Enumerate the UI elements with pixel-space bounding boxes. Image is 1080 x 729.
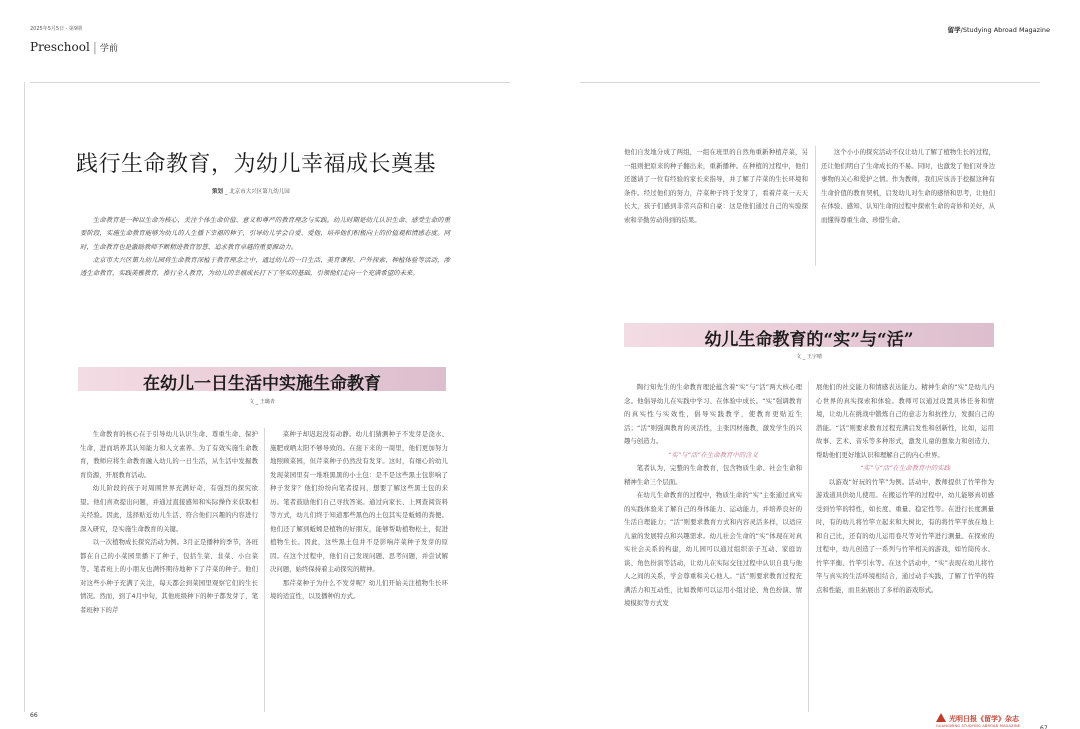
body-paragraph: 以游戏“好玩的竹竿”为例。活动中，教师提供了竹竿作为游戏道具供幼儿使用。在搬运竹竿的过程中，幼儿能够真切感受到竹竿的特性，如长度、重量、稳定性等。在进行长度测量时，有的幼儿将竹竿立起来和大树比，有的将竹竿平放在地上和自己比，还有的幼儿运用卷尺等对竹竿进行测量。在探索的过程中，幼儿创造了一系列与竹竿相关的游戏，如竹筒传水、竹竿平衡、竹竿引水等。在这个活动中，“实”表现在幼儿将竹竿与真实的生活环境相结合，通过动手实践，了解了竹竿的特点和性能，而且拓展出了多样的游戏形式。 [816,477,994,594]
logo-mark-icon [936,713,946,722]
body-paragraph: 生命教育的核心在于引导幼儿认识生命、尊重生命、保护生命，进而培养其认知能力和人文素养。为了有效实施生命教育，教师应将生命教育融入幼儿的一日生活，从生活中发掘教育资源，开展教育活动。 [80,430,258,479]
lead-paragraph: 生命教育是一种以生命为核心，关注个体生命价值、意义和尊严的教育理念与实践。幼儿时期是幼儿认识生命、感受生命的重要阶段，实施生命教育能够为幼儿的人生播下幸福的种子，引导幼儿学会自爱、爱他，培养他们积极向上的价值观和情感态度。同时，生命教育也是激励教师不断精进教育智慧、追求教育卓越的重要源动力。 [80,216,450,251]
page-number-right: 67 [1040,725,1048,729]
body-paragraph: 展他们的社交能力和情感表达能力。精神生命的“实”是幼儿内心世界的真实探索和体验。教师可以通过设置具体任务和情境，让幼儿在挑战中锻炼自己的意志力和抗挫力，发掘自己的潜能。“活”则要求教育过程充满启发性和创新性，比如，运用故事、艺术、音乐等多种形式，激发儿童的想象力和创造力，帮助他们更好地认识和理解自己的内心世界。 [816,383,994,459]
section-banner-title: 幼儿生命教育的“实”与“活” [704,330,914,350]
article-column [80,428,258,712]
article-lead [80,214,450,280]
magazine-badge: 留学 [947,26,961,34]
column-divider [808,381,809,712]
article-column [816,381,994,712]
article-main-byline: 策划 _ 北京市大兴区第九幼儿园 [212,189,290,195]
subheading: “实”与“活”在生命教育中的含义 [668,450,758,459]
right-page [540,0,1080,729]
lead-paragraph: 北京市大兴区第九幼儿园将生命教育深植于教育理念之中，通过幼儿的一日生活、美育课程、户外探索、种植体验等活动，渗透生命教育，实践美雅教育，推行全人教育，为幼儿的幸福成长打下了坚实的基础，引领他们走向一个充满希望的未来。 [80,255,450,278]
body-paragraph: 他们自发地分成了两组，一组在班里的自然角重新种植芹菜，另一组则把原来的种子翻出来，重新播种。在种植的过程中，他们还邀请了一位有经验的家长来指导，并了解了芹菜的生长环境和条件。经过他们的努力，芹菜种子终于发芽了，看着芹菜一天天长大，孩子们感到非常兴奋和自豪：这是他们通过自己的实验探索和辛勤劳动得到的结果。 [624,148,808,224]
body-paragraph: 这个小小的探究活动不仅让幼儿了解了植物生长的过程，还让他们明白了生命成长的不易。同时，也激发了他们对身边事物的关心和爱护之情。作为教师，我们应该善于挖掘这种有生命价值的教育契机，启发幼儿对生命的感悟和思考，让他们在体验、感知、认知生命的过程中探索生命的奇妙和美好，从而懂得尊重生命、珍惜生命。 [821,148,995,224]
section-zh-label: 学前 [99,44,118,54]
page-number-left: 66 [30,712,38,719]
article-column [821,146,995,266]
header-rule [580,82,1040,83]
body-paragraph: 菜种子却迟迟没有动静。幼儿们猜测种子不发芽是浇水、施肥或晒太阳不够导致的。在接下来的一周里，他们更加努力地照顾菜园，但芹菜种子仍然没有发芽。这时，有细心的幼儿发现菜园里有一堆堆黑黑的小土包：是不是这些黑土包影响了种子发芽？他们纷纷向笔者提问，想要了解这些黑土包的来历。笔者鼓励他们自己寻找答案。通过向家长、上网查阅资料等方式，幼儿们终于知道那些黑色的土包其实是蚯蚓的粪便。他们还了解到蚯蚓是植物的好朋友，能够帮助植物松土，促进植物生长。因此，这些黑土包并不是影响芹菜种子发芽的原因。在这个过程中，他们自己发现问题、思考问题，并尝试解决问题，始终保持着主动探究的精神。 [270,430,448,573]
footer-logo [936,713,1020,728]
column-divider [815,146,816,266]
issue-date: 2025年5月5日 · 第9期 [30,26,83,32]
body-paragraph: 那芹菜种子为什么不发芽呢？幼儿们开始关注植物生长环境的适宜性，以及播种的方式。 [270,578,448,600]
body-paragraph: 在幼儿生命教育的过程中，物质生命的“实”主张通过真实的实践体验来了解自己的身体能力、运动能力，并培养良好的生活自理能力；“活”则要求教育方式和内容灵活多样，以适应儿童的发展特点和兴趣需求。幼儿社会生命的“实”体现在对真实社会关系的构建，幼儿园可以通过组织亲子互动、家庭访谈、角色扮演等活动，让幼儿在实际交往过程中认识自我与他人之间的关系，学会尊重和关心他人。“活”则要求教育过程充满活力和互动性，比如教师可以运用小组讨论、角色扮演、情境模拟等方式发 [624,491,802,607]
page-edge-rule [24,82,25,712]
footer-logo-text: 光明日报《留学》杂志 [949,715,1019,723]
section-banner-title: 在幼儿一日生活中实施生命教育 [143,374,381,394]
article-main-title: 践行生命教育，为幼儿幸福成长奠基 [76,152,437,177]
header-rule [30,82,510,83]
article-column [624,146,808,266]
subheading: “实”与“活”在生命教育中的实践 [860,464,950,472]
body-paragraph: 以一次植物成长探究活动为例。3月正是播种的季节，各班都在自己的小菜园里播下了种子，包括生菜、韭菜、小白菜等。笔者班上的小朋友也满怀期待地种下了芹菜的种子。他们对这些小种子充满了关注，每天都会到菜园里观察它们的生长情况。然而，到了4月中旬，其他班级种下的种子都发芽了，笔者班种下的芹 [80,538,258,614]
magazine-title: Studying Abroad Magazine [962,26,1050,34]
section-heading [30,40,118,54]
footer-logo-tag: GUANGMING STUDYING ABROAD MAGAZINE [936,724,1021,728]
magazine-name: 留学/Studying Abroad Magazine [947,26,1050,34]
body-paragraph: 陶行知先生的生命教育理论蕴含着“实”与“活”两大核心理念。他倡导幼儿在实践中学习、在体验中成长。“实”强调教育的真实性与实效性，倡导实践教学，使教育更贴近生活；“活”则强调教育的灵活性，主张因材施教，激发学生的兴趣与创造力。 [624,383,802,445]
section-byline: 文 _ 王璐青 [249,399,275,405]
section-en-label: Preschool [30,40,90,54]
article-column [270,428,448,712]
section-separator: | [92,40,97,54]
byline-org: 北京市大兴区第九幼儿园 [229,189,290,195]
body-paragraph: 幼儿阶段的孩子对周围世界充满好奇，有强烈的探究欲望。他们喜欢提出问题，并通过直接感知和实际操作来获取相关经验。因此，选择贴近幼儿生活、符合他们兴趣的内容进行深入研究，是实施生命教育的关键。 [80,484,258,533]
column-divider [264,428,265,712]
article-column [624,381,802,712]
body-paragraph: 笔者认为，完整的生命教育，包含物质生命、社会生命和精神生命三个层面。 [624,464,802,486]
section-byline: 文 _ 王宇晴 [796,354,822,360]
byline-label: 策划 [212,189,224,195]
